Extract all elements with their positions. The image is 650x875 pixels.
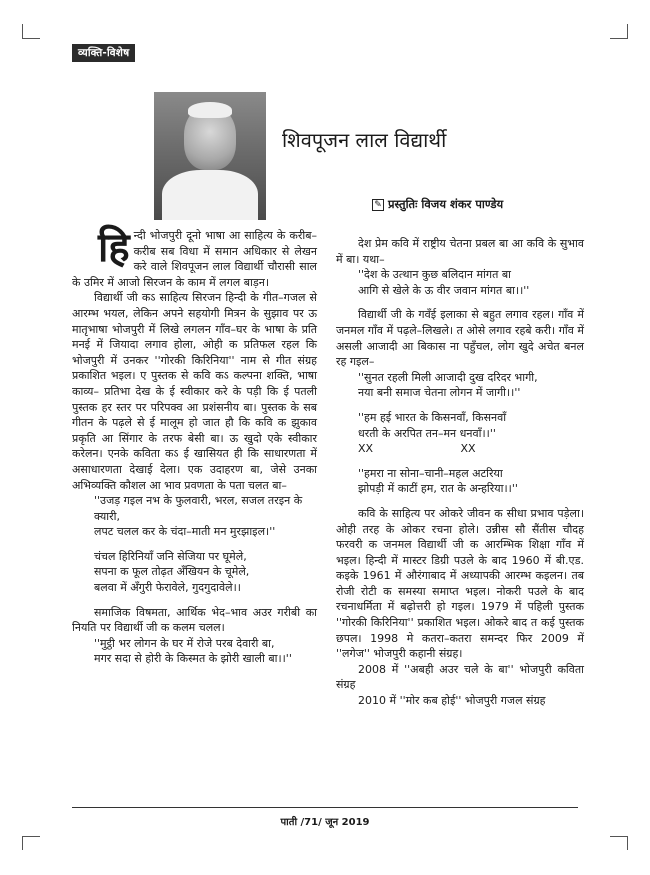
drop-cap: हि (98, 224, 130, 271)
verse-line: आगि से खेले के ऊ वीर जवान मांगत बा।।'' (358, 283, 530, 297)
paragraph: समाजिक विषमता, आर्थिक भेद–भाव अउर गरीबी का नियति पर विद्यार्थी जी क कलम चलल। (72, 605, 317, 635)
byline-text: प्रस्तुतिः विजय शंकर पाण्डेय (388, 197, 504, 211)
section-tag: व्यक्ति-विशेष (72, 44, 135, 62)
paragraph: 2010 में ''मोर कब होई'' भोजपुरी गजल संग्रह (358, 694, 546, 708)
verse-line: नया बनी समाज चेतना लोगन में जागी।।'' (358, 386, 521, 400)
paragraph: कवि के साहित्य पर ओकरे जीवन क सीधा प्रभाव पड़ेला। ओही तरह के ओकर रचना होले। उन्नीस सौ सैंतीस चौदह फरवरी क जनमल विद्यार्थी जी क आरम्भिक शिक्षा गाँव में भइल। हिन्दी में मास्टर डिग्री पउले के बाद 1960 में बी.एड. कइके 1961 में औरंगाबाद में अध्यापकी आरम्भ कइलन। तब रोजी रोटी क समस्या समाप्त भइल। नोकरी पउले के बाद रचनाधर्मिता में बढ़ोत्तरी हो गइल। 1979 में पहिली पुस्तक ''गोरकी किरिनिया'' प्रकाशित भइल। ओकरे बाद त कई पुस्तक छपल। 1998 मे कतरा–कतरा समन्दर फिर 2009 में ''लगेज'' भोजपुरी कहानी संग्रह। (336, 506, 584, 661)
crop-mark (627, 836, 628, 850)
verse-line: ''मुट्ठी भर लोगन के घर में रोजे परब देवारी बा, (94, 636, 275, 650)
verse-line: ''हमरा ना सोना–चानी–महल अटरिया (358, 466, 503, 480)
left-column (72, 224, 317, 667)
verse-line: धरती के अरपित तन–मन धनवाँ।।'' (358, 426, 496, 440)
intro-paragraph: हिन्दी भोजपुरी दूनो भाषा आ साहित्य के करीब–करीब सब विधा में समान अधिकार से लेखन करे वाले शिवपूजन लाल विद्यार्थी चौरासी साल के उमिर में आजो सिरजन के काम में लगल बाड़न। (72, 224, 317, 289)
verse-line: सपना क फूल तोढ़त अँखियन के चूमेले, (94, 565, 250, 579)
verse-line: झोपड़ी में काटीं हम, रात के अन्हरिया।।'' (358, 482, 518, 496)
crop-mark (22, 24, 23, 38)
byline (372, 197, 503, 212)
verse-line: ''हम हई भारत के किसनवाँ, किसनवाँ (358, 410, 507, 424)
verse-line: चंचल हिरिनियाँ जनि सेजिया पर घूमेले, (94, 549, 247, 563)
author-photo (154, 92, 266, 220)
separator-marks: XX XX (358, 442, 476, 456)
paragraph: देश प्रेम कवि में राष्ट्रीय चेतना प्रबल बा आ कवि के सुभाव में बा। यथा– (336, 237, 584, 266)
verse-line: ''उजड़ गइल नभ के फुलवारी, भरल, सजल तरइन के क्यारी, (94, 494, 303, 523)
verse-line: बलवा में अँगुरी फेरावेले, गुदगुदावेले।। (94, 581, 241, 595)
paragraph: विद्यार्थी जी कऽ साहित्य सिरजन हिन्दी के गीत–गजल से आरम्भ भयल, लेकिन अपने सहयोगी मित्रन के सुझाव पर ऊ मातृभाषा भोजपुरी में लिखे लगलन गाँव–घर के भाषा के प्रति मनई में जियादा लगाव होला, ओही क प्रतिफल रहल कि भोजपुरी में उनकर ''गोरकी किरिनिया'' नाम से गीत संग्रह प्रकाशित भइल। ए पुस्तक से कवि कऽ कल्पना शक्ति, भाषा काव्य– प्रतिभा देख के ई स्वीकार करे के पड़ी कि ई पतली पुस्तक हर स्तर पर परिपक्व आ प्रशंसनीय बा। पुस्तक के सब गीतन के पढ़ले से ई मालूम हो जात हौ कि कवि क झुकाव प्रकृति आ सिंगार के तरफ बेसी बा। ऊ खुदो एके स्वीकार करेलन। एनके कविता कऽ ई खासियत ही कि साधारणता में असाधारणता देखाई देला। एक उदाहरण बा, जेसे उनका अभिव्यक्ति कौशल आ भाव प्रवणता के पता चलत बा– (72, 291, 317, 492)
crop-mark (610, 38, 628, 39)
crop-mark (22, 38, 40, 39)
verse-line: मगर सदा से होरी के किस्मत के झोरी खाली बा।।'' (94, 652, 292, 666)
article-title: शिवपूजन लाल विद्यार्थी (282, 128, 447, 152)
verse-line: ''सुनत रहली मिली आजादी दुख दरिदर भागी, (358, 370, 538, 384)
verse-line: लपट चलल कर के चंदा–माती मन मुरझाइल।'' (94, 525, 276, 539)
right-column (336, 236, 584, 709)
page-footer: पाती /71/ जून 2019 (280, 817, 370, 828)
pen-icon: ✎ (372, 199, 384, 211)
paragraph: विद्यार्थी जी के गवँई इलाका से बहुत लगाव रहल। गाँव में जनमल गाँव में पढ़ले–लिखले। त ओसे लगाव रहबे करी। गाँव में असली आजादी आ बिकास ना पहुँचल, लोग खुदे अचेत बनल रह गइल– (336, 308, 584, 369)
verse-line: ''देश के उत्थान कुछ बलिदान मांगत बा (358, 268, 511, 282)
crop-mark (627, 24, 628, 38)
crop-mark (610, 836, 628, 837)
footer-rule (72, 807, 578, 808)
crop-mark (22, 836, 40, 837)
crop-mark (22, 836, 23, 850)
paragraph: 2008 में ''अबही अउर चले के बा'' भोजपुरी कविता संग्रह (336, 662, 584, 692)
